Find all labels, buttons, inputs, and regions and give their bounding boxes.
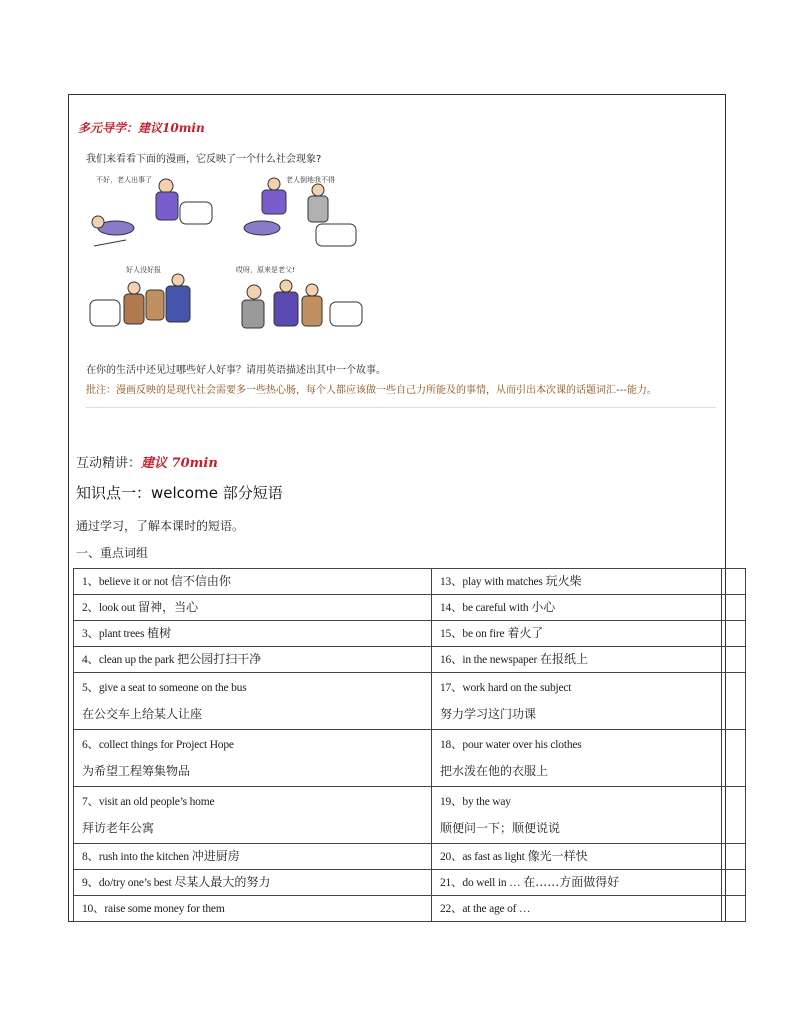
phrase-cell-left	[74, 844, 432, 870]
phrase-chinese: 顺便问一下；顺便说说	[440, 821, 561, 835]
phrase-english: 9、do/try one’s best	[82, 877, 172, 889]
phrase-cell-left	[74, 595, 432, 621]
phrase-cell-right	[432, 569, 722, 595]
phrase-english: 6、collect things for Project Hope	[82, 739, 234, 751]
table-row	[74, 787, 746, 844]
phrase-cell-right	[432, 647, 722, 673]
comic-illustration	[86, 170, 366, 356]
table-row	[74, 595, 746, 621]
phrase-cell-left	[74, 647, 432, 673]
empty-cell	[722, 621, 746, 647]
table-row	[74, 569, 746, 595]
phrase-english: 10、raise some money for them	[82, 903, 225, 915]
comic-panel-2	[244, 175, 356, 246]
table-row	[74, 896, 746, 922]
phrase-cell-left	[74, 787, 432, 844]
phrase-cell-right	[432, 621, 722, 647]
phrase-cell-right	[432, 595, 722, 621]
phrase-cell-right	[432, 844, 722, 870]
phrase-chinese: 在公交车上给某人让座	[82, 707, 203, 721]
section-title: 一、重点词组	[76, 546, 149, 560]
guide-title: 多元导学：建议10min	[78, 121, 205, 135]
phrase-chinese: 在报纸上	[540, 652, 589, 666]
phrase-cell-left	[74, 870, 432, 896]
phrase-cell-right	[432, 787, 722, 844]
phrase-cell-left	[74, 569, 432, 595]
table-row	[74, 647, 746, 673]
phrase-chinese: 信不信由你	[170, 574, 231, 588]
phrase-chinese: 着火了	[507, 626, 544, 640]
phrase-english: 3、plant trees	[82, 628, 145, 640]
empty-cell	[722, 730, 746, 787]
phrase-english: 19、by the way	[440, 796, 511, 808]
phrase-cell-right	[432, 730, 722, 787]
empty-cell	[722, 595, 746, 621]
phrase-english: 20、as fast as light	[440, 851, 525, 863]
phrase-table	[73, 568, 746, 922]
knowledge-point-title: 知识点一：welcome 部分短语	[76, 484, 283, 502]
comic-question: 我们来看看下面的漫画，它反映了一个什么社会现象?	[86, 154, 322, 165]
phrase-english: 2、look out	[82, 602, 136, 614]
comic-annotation: 批注：漫画反映的是现代社会需要多一些热心肠，每个人都应该做一些自己力所能及的事情，从而引出本次课的话题词汇---能力。	[86, 385, 657, 396]
phrase-chinese: 冲进厨房	[191, 849, 240, 863]
comic-caption-4: 哎呀，原来是老父!	[236, 266, 295, 274]
empty-cell	[722, 647, 746, 673]
phrase-english: 15、be on fire	[440, 628, 505, 640]
phrase-english: 22、at the age of …	[440, 903, 531, 915]
phrase-english: 21、do well in …	[440, 877, 521, 889]
phrase-cell-left	[74, 896, 432, 922]
phrase-chinese: 把水泼在他的衣服上	[440, 764, 549, 778]
table-row	[74, 844, 746, 870]
phrase-cell-left	[74, 673, 432, 730]
phrase-english: 1、believe it or not	[82, 576, 168, 588]
phrase-chinese: 小心	[531, 600, 556, 614]
comic-caption-3: 好人没好报	[126, 266, 161, 274]
phrase-chinese: 为希望工程筹集物品	[82, 764, 191, 778]
phrase-english: 16、in the newspaper	[440, 654, 538, 666]
phrase-english: 7、visit an old people’s home	[82, 796, 215, 808]
table-row	[74, 870, 746, 896]
phrase-cell-left	[74, 621, 432, 647]
intro-text: 通过学习，了解本课时的短语。	[76, 519, 245, 533]
phrase-chinese: 像光一样快	[527, 849, 588, 863]
phrase-chinese: 留神，当心	[138, 600, 199, 614]
interaction-time: 建议 70min	[141, 456, 218, 471]
phrase-cell-right	[432, 870, 722, 896]
phrase-english: 8、rush into the kitchen	[82, 851, 189, 863]
interaction-heading	[76, 452, 218, 471]
phrase-english: 14、be careful with	[440, 602, 529, 614]
empty-cell	[722, 896, 746, 922]
empty-cell	[722, 844, 746, 870]
table-row	[74, 730, 746, 787]
phrase-english: 13、play with matches	[440, 576, 543, 588]
empty-cell	[722, 569, 746, 595]
empty-cell	[722, 787, 746, 844]
comic-panel-3	[90, 265, 190, 326]
empty-cell	[722, 870, 746, 896]
phrase-english: 5、give a seat to someone on the bus	[82, 682, 247, 694]
comic-caption-1: 不好，老人出事了	[96, 176, 152, 184]
phrase-english: 18、pour water over his clothes	[440, 739, 582, 751]
phrase-chinese: 拜访老年公寓	[82, 821, 155, 835]
phrase-english: 17、work hard on the subject	[440, 682, 572, 694]
phrase-chinese: 在……方面做得好	[523, 875, 620, 889]
phrase-cell-right	[432, 673, 722, 730]
comic-caption-2: 老人倒地我不得	[286, 176, 335, 184]
phrase-cell-left	[74, 730, 432, 787]
comic-panel-1	[92, 175, 212, 246]
table-row	[74, 621, 746, 647]
separator-line	[86, 407, 716, 408]
table-row	[74, 673, 746, 730]
phrase-chinese: 把公园打扫干净	[177, 652, 262, 666]
phrase-chinese: 尽某人最大的努力	[174, 875, 271, 889]
comic-panel-4	[236, 265, 362, 328]
phrase-chinese: 玩火柴	[545, 574, 582, 588]
interaction-label: 互动精讲：	[76, 456, 142, 471]
phrase-chinese: 努力学习这门功课	[440, 707, 537, 721]
phrase-chinese: 植树	[147, 626, 172, 640]
empty-cell	[722, 673, 746, 730]
phrase-english: 4、clean up the park	[82, 654, 175, 666]
comic-prompt: 在你的生活中还见过哪些好人好事？请用英语描述出其中一个故事。	[86, 365, 386, 376]
phrase-cell-right	[432, 896, 722, 922]
